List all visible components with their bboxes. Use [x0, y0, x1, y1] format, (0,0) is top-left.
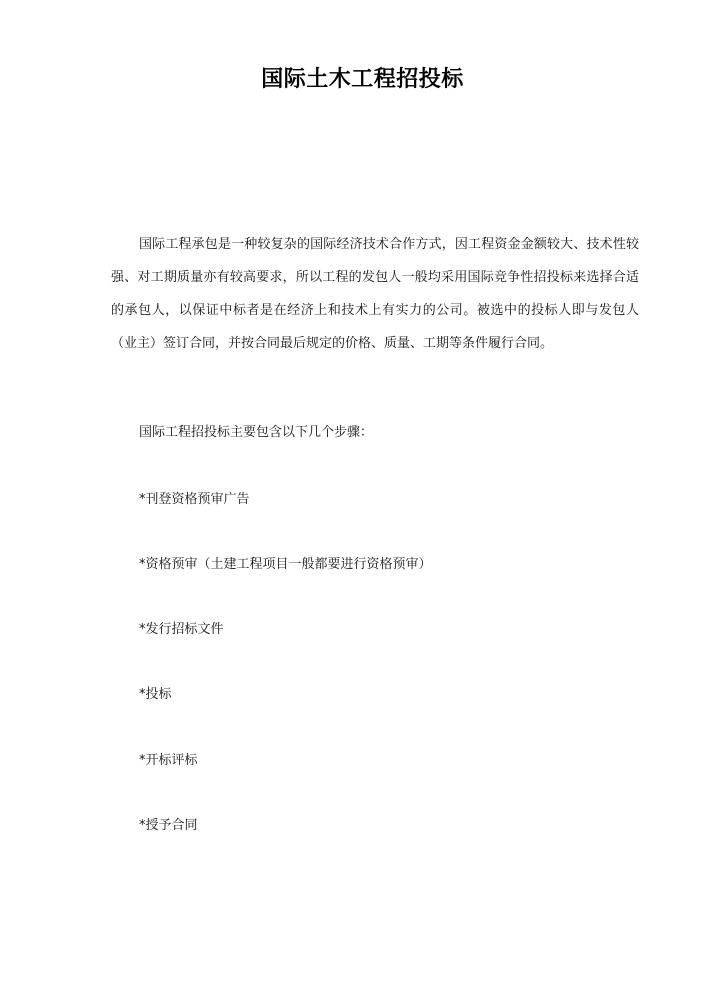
intro-paragraph: 国际工程承包是一种较复杂的国际经济技术合作方式，因工程资金金额较大、技术性较强、对工期质量亦有较高要求，所以工程的发包人一般均采用国际竞争性招投标来选择合适的承包人，以保证中标者是在经济上和技术上有实力的公司。被选中的投标人即与发包人（业主）签订合同，并按合同最后规定的价格、质量、工期等条件履行合同。 — [111, 237, 639, 351]
step-item: *刊登资格预审广告 — [139, 492, 250, 507]
step-item: *授予合同 — [139, 818, 198, 833]
step-item: *发行招标文件 — [139, 622, 224, 637]
step-item: *资格预审（土建工程项目一般都要进行资格预审） — [139, 557, 432, 572]
document-title: 国际土木工程招投标 — [261, 67, 464, 92]
step-item: *投标 — [139, 687, 172, 702]
steps-heading: 国际工程招投标主要包含以下几个步骤： — [139, 425, 374, 440]
step-item: *开标评标 — [139, 753, 198, 768]
